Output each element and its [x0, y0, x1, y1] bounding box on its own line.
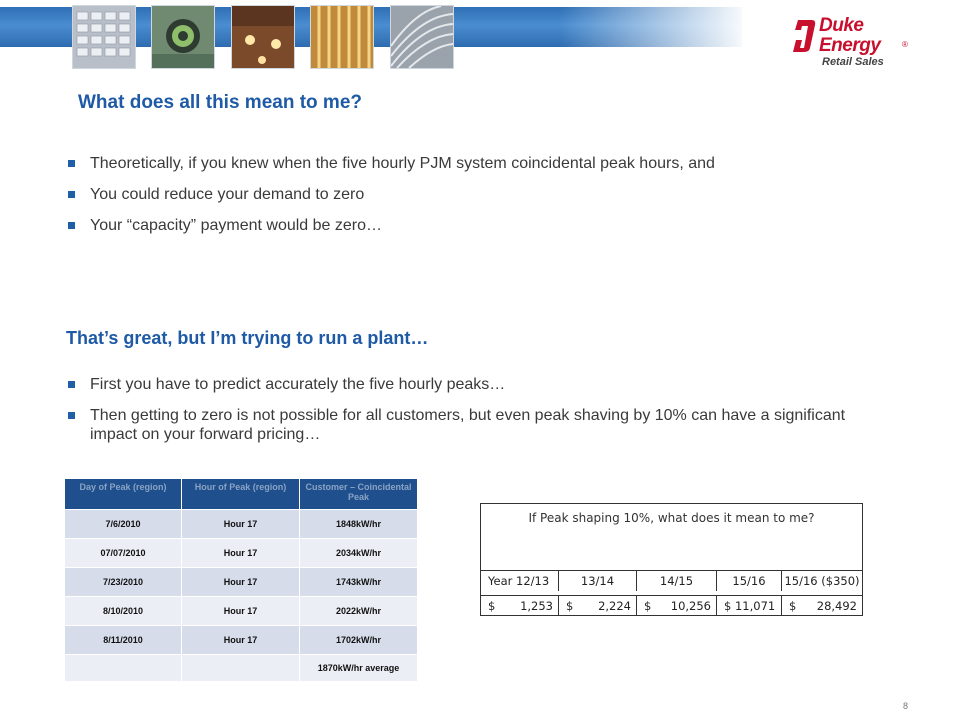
table-cell: Hour 17 — [182, 626, 300, 655]
table-footer-row — [65, 655, 418, 682]
table-cell — [65, 655, 182, 682]
ceiling-lights-photo — [231, 5, 295, 69]
table-cell: Hour 17 — [182, 568, 300, 597]
amount: 28,492 — [816, 599, 857, 613]
logo-mark-icon — [792, 18, 816, 54]
table-average-cell: 1870kW/hr average — [300, 655, 418, 682]
box-value-cell — [782, 596, 862, 616]
box-header-cell: 13/14 — [559, 571, 637, 591]
bullet-item: You could reduce your demand to zero — [66, 185, 715, 204]
table-cell: 7/6/2010 — [65, 510, 182, 539]
bullet-item: Then getting to zero is not possible for all customers, but even peak shaving by 10% can have a significant impact on your forward pricing… — [66, 406, 876, 444]
server-rack-photo — [72, 5, 136, 69]
bullet-item: First you have to predict accurately the five hourly peaks… — [66, 375, 876, 394]
industrial-valve-photo — [151, 5, 215, 69]
table-cell: 7/23/2010 — [65, 568, 182, 597]
logo-brand: Duke Energy — [819, 15, 881, 56]
table-row — [65, 568, 418, 597]
table-row — [65, 626, 418, 655]
header-banner — [0, 0, 960, 66]
currency-symbol: $ — [644, 599, 652, 613]
table-cell: 1702kW/hr — [300, 626, 418, 655]
peak-table — [64, 478, 418, 682]
duke-energy-logo — [792, 15, 912, 70]
amount: 1,253 — [520, 599, 553, 613]
logo-subtitle: Retail Sales — [822, 56, 884, 68]
box-value-cell — [481, 596, 559, 616]
box-header-cell: 14/15 — [637, 571, 717, 591]
table-cell: Hour 17 — [182, 510, 300, 539]
table-header-cell: Day of Peak (region) — [65, 479, 182, 510]
table-cell: Hour 17 — [182, 539, 300, 568]
table-header-cell: Hour of Peak (region) — [182, 479, 300, 510]
table-cell: 8/10/2010 — [65, 597, 182, 626]
box-value-cell — [559, 596, 637, 616]
peak-shaving-box — [480, 503, 863, 616]
bullet-item: Your “capacity” payment would be zero… — [66, 216, 715, 235]
box-title: If Peak shaping 10%, what does it mean to me? — [528, 511, 815, 525]
amount: $ 11,071 — [724, 599, 776, 613]
slide-title: What does all this mean to me? — [78, 92, 362, 113]
amount: 10,256 — [670, 599, 711, 613]
box-header-row — [481, 570, 862, 591]
currency-symbol: $ — [789, 599, 797, 613]
bullet-item: Theoretically, if you knew when the five hourly PJM system coincidental peak hours, and — [66, 154, 715, 173]
table-cell — [182, 655, 300, 682]
lit-corridor-photo — [310, 5, 374, 69]
bullet-list-plant — [66, 375, 876, 456]
table-cell: 2034kW/hr — [300, 539, 418, 568]
table-cell: Hour 17 — [182, 597, 300, 626]
section-heading: That’s great, but I’m trying to run a plant… — [66, 328, 429, 348]
currency-symbol: $ — [566, 599, 574, 613]
logo-registered: ® — [902, 40, 908, 49]
box-value-cell — [717, 596, 782, 616]
table-row — [65, 597, 418, 626]
box-value-row — [481, 595, 862, 616]
box-header-cell: 15/16 ($350) — [784, 574, 860, 588]
fan-grille-photo — [390, 5, 454, 69]
table-row — [65, 539, 418, 568]
table-cell: 8/11/2010 — [65, 626, 182, 655]
table-cell: 1743kW/hr — [300, 568, 418, 597]
bullet-list-theory — [66, 154, 715, 247]
table-cell: 1848kW/hr — [300, 510, 418, 539]
box-value-cell — [637, 596, 717, 616]
currency-symbol: $ — [488, 599, 496, 613]
table-cell: 07/07/2010 — [65, 539, 182, 568]
amount: 2,224 — [598, 599, 631, 613]
table-header-cell: Customer – Coincidental Peak — [300, 479, 418, 510]
table-row — [65, 510, 418, 539]
table-header-row — [65, 479, 418, 510]
table-cell: 2022kW/hr — [300, 597, 418, 626]
page-number: 8 — [903, 701, 909, 711]
box-header-cell: Year 12/13 — [481, 571, 559, 591]
box-header-cell: 15/16 — [717, 571, 782, 591]
